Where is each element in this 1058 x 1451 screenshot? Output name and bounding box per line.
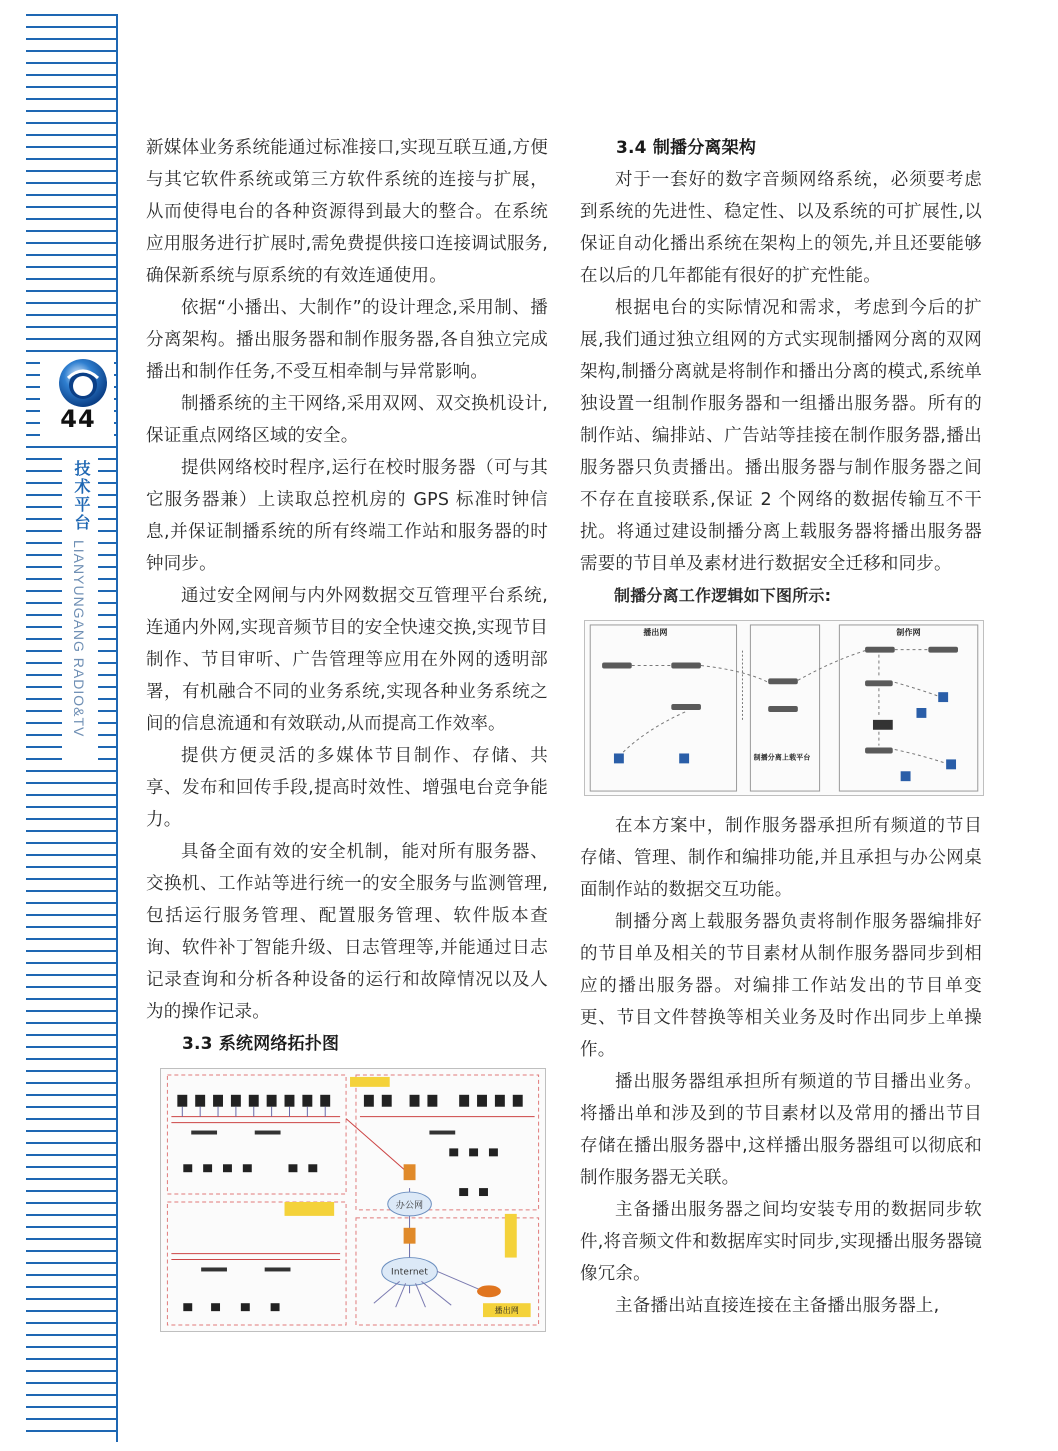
paragraph: 主备播出站直接连接在主备播出服务器上,: [615, 1296, 940, 1316]
zone-tag: [505, 1214, 517, 1258]
figure-lead: 制播分离工作逻辑如下图所示:: [614, 586, 832, 605]
paragraph: 根据电台的实际情况和需求，考虑到今后的扩展,我们通过独立组网的方式实现制播网分离的双网架构,制播分离就是将制作和播出分离的模式,系统单独设置一组制作服务器和一组播出服务器。所有的制作站、编排站、广告站等挂接在制作服务器,播出服务器只负责播出。播出服务器与制作服务器之间不存在直接联系,保证 2 个网络的数据传输互不干扰。将通过建设制播分离上载服务器将播出服务器需要的节目单及素材进行数据安全迁移和同步。: [580, 298, 982, 574]
firewall-icon: [404, 1164, 416, 1180]
paragraph: 制播分离上载服务器负责将制作服务器编排好的节目单及相关的节目素材从制作服务器同步到相应的播出服务器。对编排工作站发出的节目单变更、节目文件替换等相关业务及时作出同步上单操作。: [580, 912, 982, 1060]
paragraph: 播出服务器组承担所有频道的节目播出业务。将播出单和涉及到的节目素材以及常用的播出节目存储在播出服务器中,这样播出服务器组可以彻底和制作服务器无关联。: [580, 1072, 982, 1188]
paragraph: 具备全面有效的安全机制，能对所有服务器、交换机、工作站等进行统一的安全服务与监测管理,包括运行服务管理、配置服务管理、软件版本查询、软件补丁智能升级、日志管理等,并能通过日志记录查询和分析各种设备的运行和故障情况以及人为的操作记录。: [146, 842, 548, 1022]
split-architecture-diagram: [585, 621, 983, 795]
workstation-icon: [614, 692, 956, 781]
firewall-icon: [404, 1228, 416, 1244]
page-number: 44: [60, 405, 96, 433]
topology-diagram: [161, 1069, 545, 1331]
paragraph: 制播系统的主干网络,采用双网、双交换机设计,保证重点网络区域的安全。: [146, 394, 548, 446]
split-architecture-figure: [584, 620, 984, 796]
zone-tag: [350, 1077, 390, 1087]
paragraph: 通过安全网闸与内外网数据交互管理平台系统,连通内外网,实现音频节目的安全快速交换,实现节目制作、节目审听、广告管理等应用在外网的透明部署，有机融合不同的业务系统,实现各种业务系统之间的信息流通和有效联动,从而提高工作效率。: [146, 586, 548, 734]
paragraph: 依据“小播出、大制作”的设计理念,采用制、播分离架构。播出服务器和制作服务器,各自独立完成播出和制作任务,不受互相牵制与异常影响。: [146, 298, 548, 382]
broadcast-net-label: 播出网: [494, 1306, 520, 1316]
station-logo-icon: [58, 358, 108, 408]
paragraph: 提供网络校时程序,运行在校时服务器（可与其它服务器兼）上读取总控机房的 GPS 标准时钟信息,并保证制播系统的所有终端工作站和服务器的时钟同步。: [146, 458, 548, 574]
paragraph: 对于一套好的数字音频网络系统，必须要考虑到系统的先进性、稳定性、以及系统的可扩展性,以保证自动化播出系统在架构上的领先,并且还要能够在以后的几年都能有很好的扩充性能。: [580, 170, 982, 286]
section-heading-3-4: 3.4 制播分离架构: [616, 138, 757, 158]
upload-platform-label: 制播分离上载平台: [753, 753, 811, 762]
server-icon: [602, 647, 958, 754]
section-title: 技术平台: [72, 460, 91, 532]
zone-tag: [285, 1202, 335, 1216]
paragraph: 新媒体业务系统能通过标准接口,实现互联互通,方便与其它软件系统或第三方软件系统的连接与扩展，从而使得电台的各种资源得到最大的整合。在系统应用服务进行扩展时,需免费提供接口连接调试服务,确保新系统与原系统的有效连通使用。: [146, 138, 548, 286]
sidebar-edge-line: [116, 14, 118, 1442]
paragraph: 主备播出服务器之间均安装专用的数据同步软件,将音频文件和数据库实时同步,实现播出服务器镜像冗余。: [580, 1200, 982, 1284]
left-column: [146, 132, 548, 1332]
section-heading-3-3: 3.3 系统网络拓扑图: [182, 1034, 340, 1054]
publication-name: LIANYUNGANG RADIO&TV: [71, 540, 87, 738]
network-topology-figure: [160, 1068, 546, 1332]
paragraph: 提供方便灵活的多媒体节目制作、存储、共享、发布和回传手段,提高时效性、增强电台竞争能力。: [146, 746, 548, 830]
zone-label-production: 制作网: [896, 627, 921, 637]
office-net-label: 办公网: [395, 1200, 424, 1211]
paragraph: 在本方案中，制作服务器承担所有频道的节目存储、管理、制作和编排功能,并且承担与办公网桌面制作站的数据交互功能。: [580, 816, 982, 900]
right-column: [580, 132, 982, 1322]
zone-label-broadcast: 播出网: [643, 627, 668, 637]
internet-label: Internet: [391, 1267, 429, 1278]
